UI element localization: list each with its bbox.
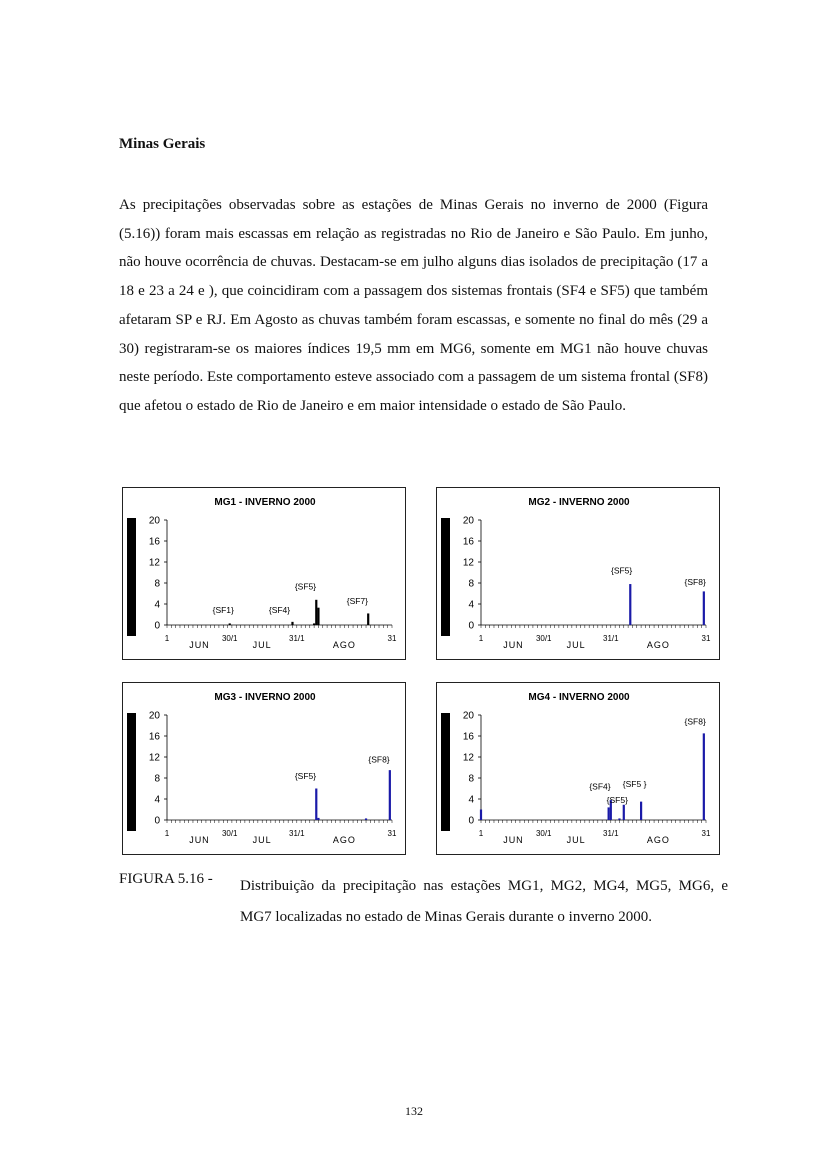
bar xyxy=(317,608,319,625)
bar xyxy=(629,584,631,625)
bar-annotation: {SF5} xyxy=(294,581,317,592)
x-tick-label: 30/1 xyxy=(535,634,552,643)
y-tick-label: 8 xyxy=(154,578,160,590)
y-axis-bar xyxy=(127,518,136,636)
figure-caption-label: FIGURA 5.16 - xyxy=(119,871,213,887)
chart-mg3 xyxy=(122,682,406,855)
chart-mg2 xyxy=(436,487,720,660)
bar xyxy=(229,623,231,625)
month-label: JUN xyxy=(189,640,210,650)
x-tick-label: 30/1 xyxy=(221,829,238,838)
y-axis-bar xyxy=(127,713,136,831)
y-tick-label: 4 xyxy=(468,794,474,806)
x-tick-label: 31 xyxy=(387,829,397,838)
bar-annotation: {SF8} xyxy=(684,577,706,588)
bar-annotation: {SF5} xyxy=(610,565,633,576)
y-tick-label: 12 xyxy=(462,557,474,569)
y-tick-label: 20 xyxy=(462,710,474,722)
x-tick-label: 1 xyxy=(478,634,484,643)
bar-annotation: {SF4} xyxy=(268,604,291,615)
bar xyxy=(703,733,705,820)
bar xyxy=(703,591,705,625)
bar-annotation: {SF5} xyxy=(294,771,317,782)
bar xyxy=(623,805,625,820)
chart-mg3-plot xyxy=(123,683,407,856)
x-tick-label: 1 xyxy=(478,829,484,838)
chart-title: MG3 - INVERNO 2000 xyxy=(214,692,316,703)
figure-caption-text: Distribuição da precipitação nas estações MG1, MG2, MG4, MG5, MG6, e MG7 localizadas no estado de Minas Gerais durante o inverno 2000. xyxy=(240,878,728,925)
y-tick-label: 16 xyxy=(462,731,474,743)
y-axis-bar xyxy=(441,713,450,831)
y-tick-label: 16 xyxy=(148,731,160,743)
y-axis-bar xyxy=(441,518,450,636)
chart-mg2-plot xyxy=(437,488,721,661)
bar xyxy=(608,807,610,820)
section-title: Minas Gerais xyxy=(119,136,206,152)
month-label: JUN xyxy=(503,835,524,845)
bar-annotation: {SF5} xyxy=(606,795,628,806)
y-tick-label: 8 xyxy=(468,773,474,785)
bar xyxy=(291,622,293,625)
month-label: JUL xyxy=(252,835,272,845)
bar xyxy=(315,600,317,625)
bar xyxy=(365,818,367,820)
y-tick-label: 0 xyxy=(154,620,160,632)
y-tick-label: 20 xyxy=(148,710,160,722)
y-tick-label: 0 xyxy=(154,815,160,827)
bar-annotation: {SF8} xyxy=(368,754,390,765)
x-tick-label: 30/1 xyxy=(221,634,238,643)
y-tick-label: 12 xyxy=(148,752,160,764)
x-tick-label: 31 xyxy=(701,829,711,838)
y-tick-label: 12 xyxy=(148,557,160,569)
x-tick-label: 1 xyxy=(164,634,170,643)
chart-title: MG1 - INVERNO 2000 xyxy=(214,497,316,508)
month-label: AGO xyxy=(646,835,670,845)
month-label: JUN xyxy=(189,835,210,845)
y-tick-label: 4 xyxy=(154,599,160,611)
bar-annotation: {SF8} xyxy=(684,716,706,727)
x-tick-label: 31/1 xyxy=(603,634,619,643)
chart-mg4-plot xyxy=(437,683,721,856)
x-tick-label: 31 xyxy=(701,634,711,643)
bar xyxy=(317,818,319,820)
month-label: JUL xyxy=(566,640,586,650)
y-tick-label: 20 xyxy=(462,515,474,527)
month-label: AGO xyxy=(646,640,670,650)
month-label: JUL xyxy=(252,640,272,650)
x-tick-label: 1 xyxy=(164,829,170,838)
x-tick-label: 31/1 xyxy=(603,829,619,838)
bar-annotation: {SF4} xyxy=(589,781,611,792)
chart-title: MG4 - INVERNO 2000 xyxy=(528,692,630,703)
y-tick-label: 4 xyxy=(154,794,160,806)
bar xyxy=(640,802,642,820)
bar xyxy=(367,613,369,625)
chart-mg1 xyxy=(122,487,406,660)
bar xyxy=(313,623,315,625)
month-label: AGO xyxy=(332,835,356,845)
bar xyxy=(480,810,482,821)
x-tick-label: 31 xyxy=(387,634,397,643)
bar-annotation: {SF7} xyxy=(346,596,369,606)
bar-annotation: {SF1} xyxy=(212,604,234,615)
bar xyxy=(315,789,317,821)
y-tick-label: 8 xyxy=(468,578,474,590)
y-tick-label: 16 xyxy=(148,536,160,548)
y-tick-label: 8 xyxy=(154,773,160,785)
y-tick-label: 12 xyxy=(462,752,474,764)
y-tick-label: 20 xyxy=(148,515,160,527)
bar xyxy=(389,770,391,820)
chart-mg4 xyxy=(436,682,720,855)
y-tick-label: 0 xyxy=(468,815,474,827)
month-label: AGO xyxy=(332,640,356,650)
x-tick-label: 31/1 xyxy=(289,634,305,643)
page-number: 132 xyxy=(405,1104,423,1118)
y-tick-label: 0 xyxy=(468,620,474,632)
month-label: JUN xyxy=(503,640,524,650)
chart-mg1-plot xyxy=(123,488,407,661)
x-tick-label: 30/1 xyxy=(535,829,552,838)
bar-annotation: {SF5 } xyxy=(622,778,647,789)
y-tick-label: 4 xyxy=(468,599,474,611)
body-paragraph: As precipitações observadas sobre as estações de Minas Gerais no inverno de 2000 (Figura (5.16)) foram mais escassas em relação as registradas no Rio de Janeiro e São Paulo. Em junho, não houve ocorrência de chuvas. Destacam-se em julho alguns dias isolados de precipitação (17 a 18 e 23 a 24 e ), que coincidiram com a passagem dos sistemas frontais (SF4 e SF5) que também afetaram SP e RJ. Em Agosto as chuvas também foram escassas, e somente no final do mês (29 a 30) registraram-se os maiores índices 19,5 mm em MG6, somente em MG1 não houve chuvas neste período. Este comportamento esteve associado com a passagem de um sistema frontal (SF8) que afetou o estado de Rio de Janeiro e em maior intensidade o estado de São Paulo. xyxy=(119,197,708,414)
chart-title: MG2 - INVERNO 2000 xyxy=(528,497,630,508)
bar xyxy=(618,818,620,820)
x-tick-label: 31/1 xyxy=(289,829,305,838)
month-label: JUL xyxy=(566,835,586,845)
y-tick-label: 16 xyxy=(462,536,474,548)
